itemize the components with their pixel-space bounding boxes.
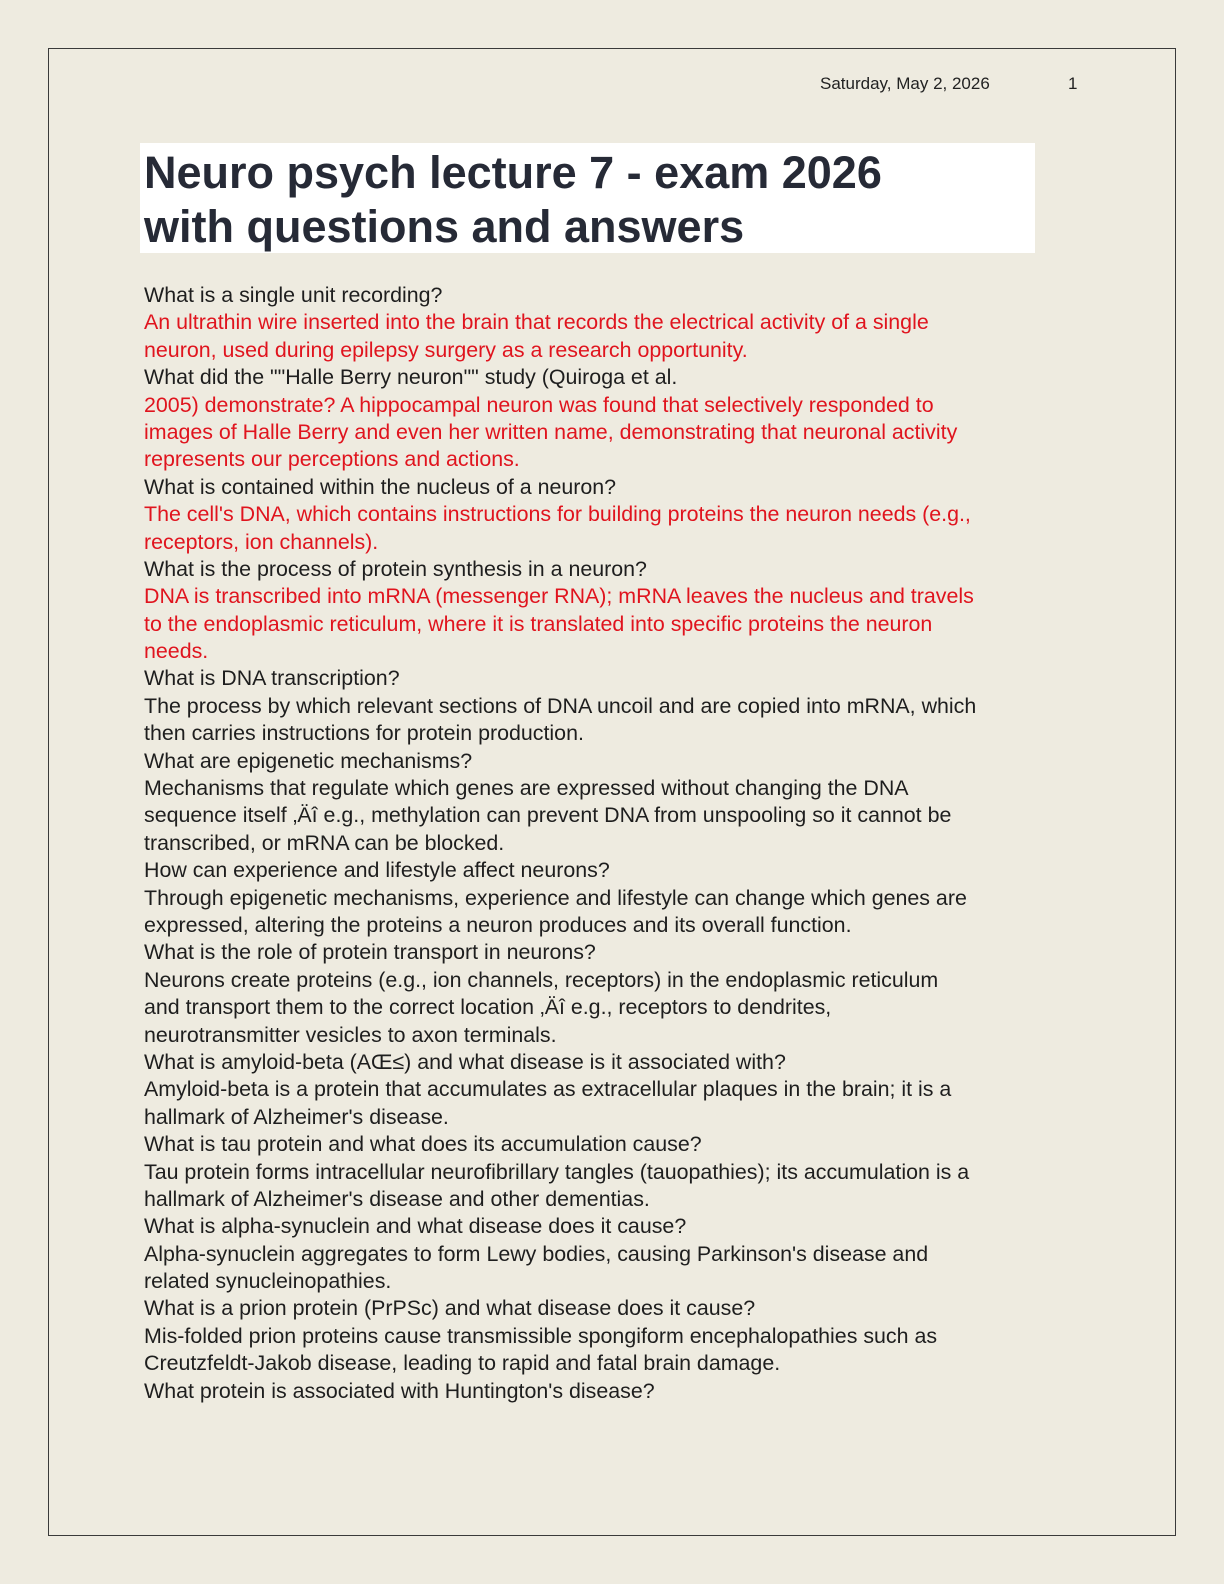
answer-line: Mechanisms that regulate which genes are expressed without changing the DNA (144, 776, 909, 801)
title-line-2: with questions and answers (144, 201, 745, 252)
answer-line: Amyloid-beta is a protein that accumulates as extracellular plaques in the brain; it is a (144, 1077, 952, 1102)
answer-line: 2005) demonstrate? A hippocampal neuron was found that selectively responded to (144, 392, 934, 417)
answer-line: hallmark of Alzheimer's disease and other dementias. (144, 1186, 650, 1211)
qa-content (144, 282, 1094, 1405)
answer-line: expressed, altering the proteins a neuron produces and its overall function. (144, 912, 852, 937)
answer-line: transcribed, or mRNA can be blocked. (144, 830, 505, 855)
page-number: 1 (1068, 74, 1078, 93)
answer-line: represents our perceptions and actions. (144, 447, 520, 472)
answer-line: The cell's DNA, which contains instructions for building proteins the neuron needs (e.g., (144, 502, 971, 527)
answer-line: to the endoplasmic reticulum, where it is translated into specific proteins the neuron (144, 611, 933, 636)
answer-line: hallmark of Alzheimer's disease. (144, 1104, 449, 1129)
question-line: What is a prion protein (PrPSc) and what disease does it cause? (144, 1296, 756, 1321)
answer-line: related synucleinopathies. (144, 1269, 392, 1294)
answer-line: Creutzfeldt-Jakob disease, leading to rapid and fatal brain damage. (144, 1351, 781, 1376)
answer-line: The process by which relevant sections of DNA uncoil and are copied into mRNA, which (144, 693, 977, 718)
answer-line: then carries instructions for protein production. (144, 721, 584, 746)
question-line: What is alpha-synuclein and what disease does it cause? (144, 1214, 687, 1239)
question-line: What is a single unit recording? (144, 283, 443, 307)
question-line: How can experience and lifestyle affect neurons? (144, 858, 610, 883)
answer-line: neurotransmitter vesicles to axon terminals. (144, 1022, 557, 1047)
title-line-1: Neuro psych lecture 7 - exam 2026 (144, 147, 882, 198)
answer-line: and transport them to the correct location ‚Äî e.g., receptors to dendrites, (144, 995, 832, 1020)
answer-line: DNA is transcribed into mRNA (messenger RNA); mRNA leaves the nucleus and travels (144, 584, 974, 609)
answer-line: sequence itself ‚Äî e.g., methylation can prevent DNA from unspooling so it cannot be (144, 803, 952, 828)
answer-line: An ultrathin wire inserted into the brain that records the electrical activity of a single (144, 310, 929, 335)
answer-line: Through epigenetic mechanisms, experience and lifestyle can change which genes are (144, 885, 967, 910)
answer-line: Alpha-synuclein aggregates to form Lewy bodies, causing Parkinson's disease and (144, 1241, 929, 1266)
question-line: What is DNA transcription? (144, 666, 400, 691)
answer-line: Neurons create proteins (e.g., ion channels, receptors) in the endoplasmic reticulum (144, 967, 939, 992)
question-line: What is tau protein and what does its accumulation cause? (144, 1132, 702, 1157)
question-line: What is the process of protein synthesis in a neuron? (144, 556, 647, 581)
answer-line: receptors, ion channels). (144, 529, 379, 554)
answer-line: neuron, used during epilepsy surgery as a research opportunity. (144, 337, 748, 362)
answer-line: images of Halle Berry and even her written name, demonstrating that neuronal activity (144, 419, 958, 444)
answer-line: Tau protein forms intracellular neurofibrillary tangles (tauopathies); its accumulation is a (144, 1159, 970, 1184)
header-date: Saturday, May 2, 2026 (820, 74, 990, 93)
document-title (144, 146, 1024, 254)
question-line: What are epigenetic mechanisms? (144, 748, 473, 773)
question-line: What is the role of protein transport in neurons? (144, 940, 596, 965)
question-line: What is amyloid-beta (AŒ≤) and what disease is it associated with? (144, 1049, 786, 1074)
answer-line: Mis-folded prion proteins cause transmissible spongiform encephalopathies such as (144, 1323, 938, 1348)
question-line: What protein is associated with Huntington's disease? (144, 1378, 655, 1403)
answer-line: needs. (144, 639, 209, 664)
question-line: What is contained within the nucleus of a neuron? (144, 474, 617, 499)
question-line: What did the ""Halle Berry neuron"" study (Quiroga et al. (144, 365, 678, 390)
